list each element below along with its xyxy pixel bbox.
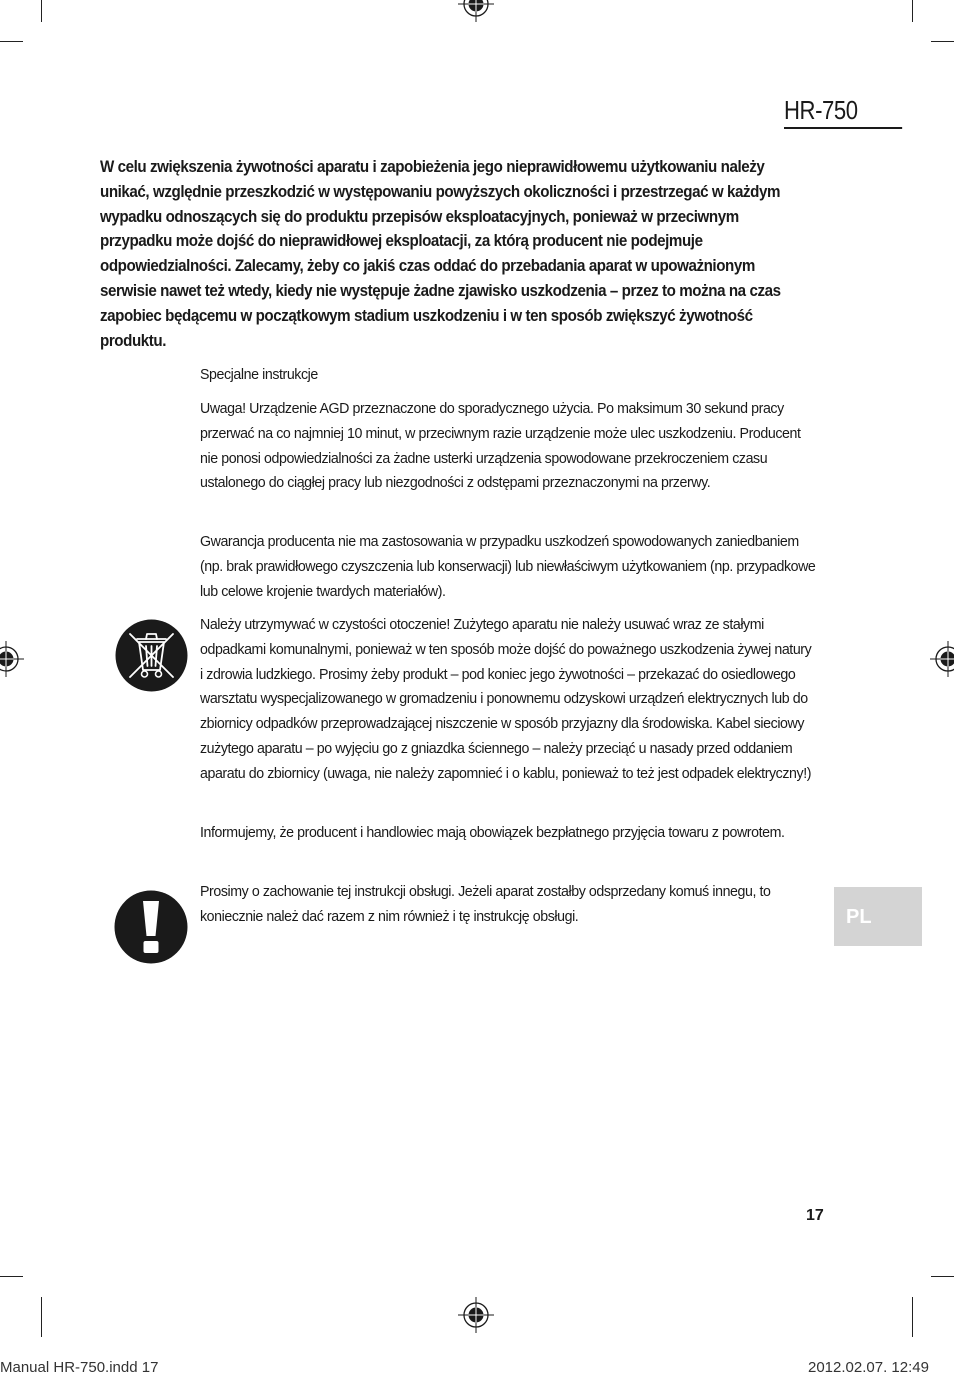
registration-mark-icon <box>458 1297 494 1333</box>
crop-mark <box>931 1276 954 1277</box>
warning-paragraph <box>200 397 817 496</box>
crop-mark <box>41 0 42 22</box>
crop-mark <box>0 41 23 42</box>
weee-crossed-bin-icon <box>115 619 188 692</box>
crop-mark <box>931 41 954 42</box>
crop-mark <box>41 1297 42 1337</box>
guarantee-text: Gwarancja producenta nie ma zastosowania w przypadku uszkodzeń spowodowanych zaniedbaniem (np. brak prawidłowego czyszczenia lub konserwacji) lub niewłaściwym użytkowaniem (np. przypadkowe lub celowe krojenie twardych materiałów). <box>200 530 817 604</box>
special-heading <box>200 363 817 388</box>
footer-timestamp: 2012.02.07. 12:49 <box>808 1359 929 1376</box>
warning-text: Uwaga! Urządzenie AGD przeznaczone do sporadycznego użycia. Po maksimum 30 sekund pracy przerwać na co najmniej 10 minut, w przeciwnym razie urządzenie może ulec uszkodzeniu. Producent nie ponosi odpowiedzialności za żadne usterki urządzenia spowodowane przekroczeniem czasu ustalonego do ciągłej pracy lub niezgodności z odstępami przeznaczonymi na przerwy. <box>200 397 817 496</box>
registration-mark-icon <box>930 641 954 677</box>
language-tab: PL <box>834 887 922 946</box>
take-back-paragraph <box>200 821 817 846</box>
keep-manual-text: Prosimy o zachowanie tej instrukcji obsługi. Jeżeli aparat zostałby odsprzedany komuś innegu, to koniecznie należ dać razem z nim również i tę instrukcję obsługi. <box>200 880 817 930</box>
crop-mark <box>0 1276 23 1277</box>
model-title: HR-750 <box>784 94 902 129</box>
registration-mark-icon <box>458 0 494 22</box>
intro-paragraph: W celu zwiększenia żywotności aparatu i zapobieżenia jego nieprawidłowemu użytkowaniu należy unikać, względnie przeszkodzić w występowaniu powyższych okoliczności i przestrzegać w każdym wypadku odnoszących się do produktu przepisów eksploatacyjnych, ponieważ w przeciwnym przypadku może dojść do nieprawidłowej eksploatacji, za którą producent nie podejmuje odpowiedzialności. Zalecamy, żeby co jakiś czas oddać do przebadania aparat w upoważnionym serwisie nawet też wtedy, kiedy nie występuje żadne zjawisko uszkodzenia – przez to można na czas zapobiec będącemu w początkowym stadium uszkodzeniu i w ten sposób zwiększyć żywotność produktu. <box>100 155 811 353</box>
environment-text: Należy utrzymywać w czystości otoczenie! Zużytego aparatu nie należy usuwać wraz ze stałymi odpadkami komunalnymi, ponieważ w ten sposób może dojść do poważnego uszkodzenia żywej natury i zdrowia ludzkiego. Prosimy żeby produkt – pod koniec jego żywotności – przekazać do osiedlowego warsztatu wyspecjalizowanego w gromadzeniu i ponownemu odzyskowi urządzeń elektrycznych lub do zbiornicy odpadków przeprowadzającej niszczenie w sposób przyjazny dla środowiska. Kabel sieciowy zużytego aparatu – po wyjęciu go z gniazdka ściennego – należy przeciąć u nasady przed oddaniem aparatu do zbiornicy (uwaga, nie należy zapomnieć i o kablu, ponieważ to też jest odpadek elektryczny!) <box>200 613 817 787</box>
keep-manual-paragraph <box>200 880 817 930</box>
crop-mark <box>912 1297 913 1337</box>
footer-file-slug: Manual HR-750.indd 17 <box>0 1359 158 1376</box>
environment-paragraph <box>200 613 817 787</box>
exclamation-icon <box>114 890 188 964</box>
guarantee-paragraph <box>200 530 817 604</box>
page-number: 17 <box>806 1207 824 1225</box>
crop-mark <box>912 0 913 22</box>
special-instructions-heading: Specjalne instrukcje <box>200 363 817 388</box>
take-back-text: Informujemy, że producent i handlowiec mają obowiązek bezpłatnego przyjęcia towaru z powrotem. <box>200 821 817 846</box>
registration-mark-icon <box>0 641 24 677</box>
